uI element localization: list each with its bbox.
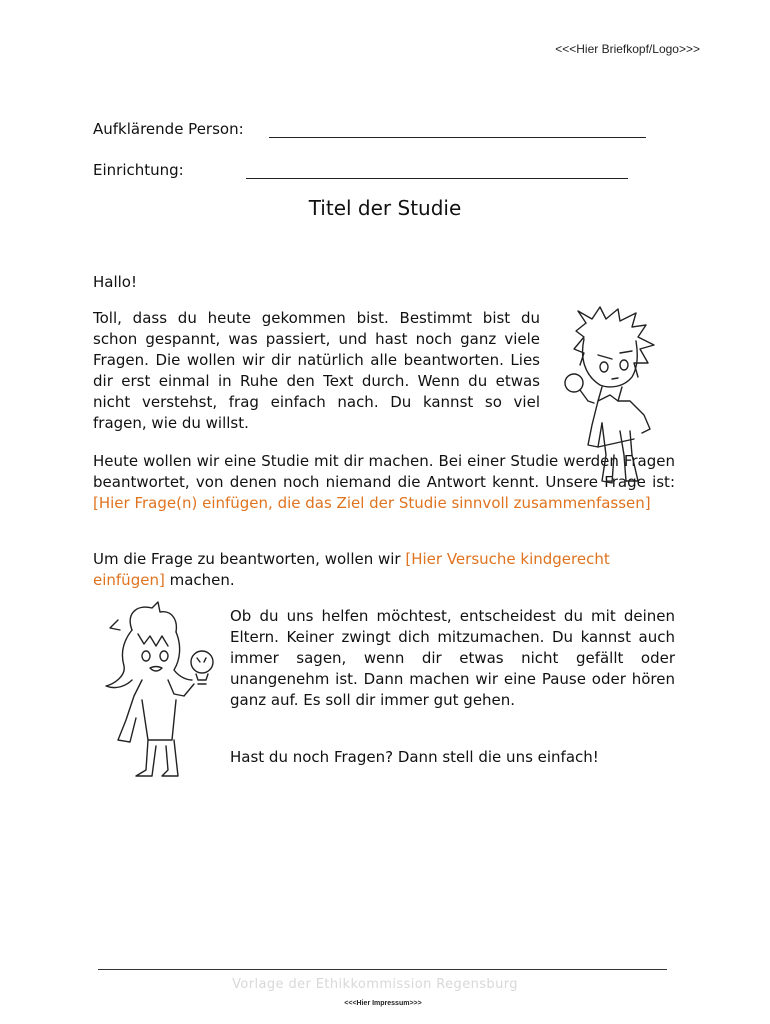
footer-divider bbox=[98, 969, 667, 970]
girl-with-lightbulb-illustration bbox=[96, 600, 214, 782]
institution-field-row bbox=[93, 161, 184, 179]
letterhead-placeholder: <<<Hier Briefkopf/Logo>>> bbox=[555, 42, 700, 56]
boy-with-magnifier-illustration bbox=[558, 305, 668, 487]
person-field-line[interactable] bbox=[269, 137, 646, 138]
person-field-label: Aufklärende Person: bbox=[93, 120, 244, 138]
method-text-after: machen. bbox=[164, 571, 235, 589]
study-paragraph-text: Heute wollen wir eine Studie mit dir machen. Bei einer Studie werden Fragen beantwortet, von denen noch niemand die Antwort kennt. Unsere Frage ist: bbox=[93, 452, 675, 491]
institution-field-label: Einrichtung: bbox=[93, 161, 184, 179]
method-text-before: Um die Frage zu beantworten, wollen wir bbox=[93, 550, 406, 568]
question-placeholder: [Hier Frage(n) einfügen, die das Ziel der Studie sinnvoll zusammenfassen] bbox=[93, 494, 651, 512]
footer-template-note: Vorlage der Ethikkommission Regensburg bbox=[232, 977, 518, 992]
footer-imprint-placeholder: <<<Hier Impressum>>> bbox=[344, 1000, 422, 1007]
person-field-row bbox=[93, 120, 244, 138]
greeting: Hallo! bbox=[93, 273, 137, 291]
experiments-placeholder: [Hier Versuche kindgerecht einfügen] bbox=[93, 550, 610, 589]
method-paragraph bbox=[93, 549, 683, 591]
institution-field-line[interactable] bbox=[246, 178, 628, 179]
intro-paragraph: Toll, dass du heute gekommen bist. Bestimmt bist du schon gespannt, was passiert, und hast noch ganz viele Fragen. Die wollen wir dir natürlich alle beantworten. Lies dir erst einmal in Ruhe den Text durch. Wenn du etwas nicht verstehst, frag einfach nach. Du kannst so viel fragen, wie du willst. bbox=[93, 309, 540, 432]
study-title: Titel der Studie bbox=[308, 196, 462, 220]
consent-paragraph: Ob du uns helfen möchtest, entscheidest du mit deinen Eltern. Keiner zwingt dich mitzumachen. Du kannst auch immer sagen, wenn dir etwas nicht gefällt oder unangenehm ist. Dann machen wir eine Pause oder hören ganz auf. Es soll dir immer gut gehen. bbox=[230, 607, 675, 709]
questions-paragraph: Hast du noch Fragen? Dann stell die uns einfach! bbox=[230, 748, 599, 766]
